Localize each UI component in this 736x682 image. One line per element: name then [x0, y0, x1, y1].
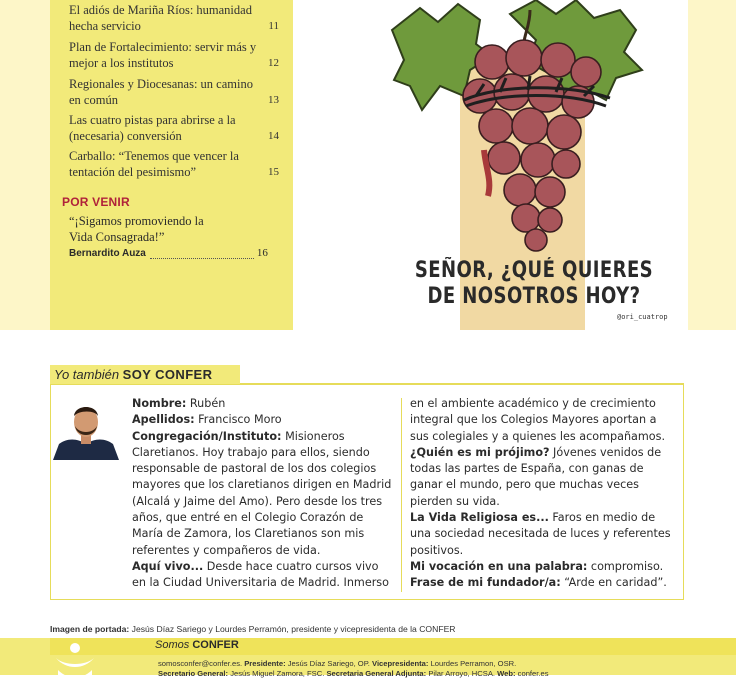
profile-frase-value: “Arde en caridad”. — [560, 576, 667, 590]
toc-entry-page: 16 — [256, 247, 268, 259]
toc-entry-title: Carballo: “Tenemos que vencer la tentación del pesimismo” — [69, 149, 239, 179]
right-margin-strip — [688, 0, 736, 330]
profile-vida-religiosa-label: La Vida Religiosa es... — [410, 511, 549, 525]
cover-illustration — [380, 0, 688, 330]
toc-entry-page: 11 — [268, 19, 279, 32]
footer-band — [50, 638, 736, 655]
footer-title — [155, 639, 239, 651]
profile-vida-religiosa — [410, 510, 676, 559]
footer-web[interactable]: confer.es — [517, 669, 549, 678]
cover-title-line1: SEÑOR, ¿QUÉ QUIERES — [414, 258, 654, 283]
footer-secretario-label: Secretario General: — [158, 669, 229, 678]
profile-column-right-content — [410, 396, 676, 592]
column-divider — [401, 398, 402, 592]
toc-entry-title: Plan de Fortalecimiento: servir más y mejor a los institutos — [69, 40, 257, 70]
profile-frase-label: Frase de mi fundador/a: — [410, 576, 561, 590]
profile-photo — [53, 398, 119, 460]
dot-leader — [150, 258, 254, 259]
person-avatar-icon — [53, 398, 119, 460]
table-of-contents — [50, 0, 293, 330]
label-nombre: Nombre: — [132, 397, 187, 410]
profile-vida-religiosa-value: Faros en medio de una sociedad necesitada de luces y referentes positivos. — [410, 511, 671, 557]
footer-vicepresidenta-label: Vicepresidenta: — [372, 659, 429, 668]
artist-signature: @ori_cuatrop — [617, 313, 668, 321]
profile-column-left — [132, 396, 394, 592]
toc-entry-page: 14 — [268, 129, 279, 142]
section-tab — [50, 365, 240, 385]
footer-vicepresidenta: Lourdes Perramon, OSR. — [430, 659, 517, 668]
toc-entry-page: 12 — [268, 56, 279, 69]
profile-projimo-label: ¿Quién es mi prójimo? — [410, 445, 550, 459]
toc-entry-title: El adiós de Mariña Ríos: humanidad hecha servicio — [69, 3, 252, 33]
section-heading-por-venir: POR VENIR — [62, 195, 130, 209]
toc-entry-title: “¡Sigamos promoviendo la Vida Consagrada!” — [69, 214, 204, 244]
profile-frase — [410, 575, 676, 591]
footer-line-1 — [158, 659, 516, 668]
toc-entry[interactable] — [69, 149, 281, 180]
cover-image-credit — [50, 624, 456, 634]
toc-entry[interactable] — [69, 40, 281, 71]
footer-email[interactable]: somosconfer@confer.es. — [158, 659, 243, 668]
profile-vocacion-label: Mi vocación en una palabra: — [410, 559, 588, 573]
footer-confer: CONFER — [192, 639, 239, 651]
label-apellidos: Apellidos: — [132, 413, 195, 427]
value-nombre: Rubén — [189, 397, 226, 410]
section-title — [54, 367, 212, 382]
toc-entry-page: 15 — [268, 165, 279, 178]
label-congregacion: Congregación/Instituto: — [132, 429, 282, 443]
profile-vocacion-value: compromiso. — [587, 559, 664, 573]
toc-entry[interactable] — [69, 113, 281, 144]
toc-entry[interactable] — [69, 77, 281, 108]
credit-text: Jesús Díaz Sariego y Lourdes Perramón, presidente y vicepresidenta de la CONFER — [131, 624, 456, 634]
footer-line-2 — [158, 669, 549, 678]
toc-entry[interactable] — [69, 3, 281, 34]
footer-secretaria: Pilar Arroyo, HCSA. — [428, 669, 495, 678]
label-aqui-vivo: Aquí vivo... — [132, 559, 204, 573]
footer-secretaria-label: Secretaria General Adjunta: — [326, 669, 427, 678]
toc-entry-title: Las cuatro pistas para abrirse a la (necesaria) conversión — [69, 113, 236, 143]
toc-entry-title: Regionales y Diocesanas: un camino en común — [69, 77, 253, 107]
credit-label: Imagen de portada: — [50, 624, 130, 634]
value-congregacion: Misioneros Claretianos. Hoy trabajo para ellos, siendo responsable de pastoral de los dos colegios mayores que los claretianos dirigen en Madrid (Alcalá y Jaime del Amo). Pero desde los tres años, que entré en el Colegio Corazón de María de Zamora, los Claretianos son mis referentes y compañeros de vida. — [132, 429, 392, 557]
value-apellidos: Francisco Moro — [198, 413, 282, 427]
toc-entry-author: Bernardito Auza — [69, 248, 146, 259]
value-aqui-vivo: Desde hace cuatro cursos vivo en la Ciudad Universitaria de Madrid. Inmerso — [132, 559, 389, 590]
confer-logo-icon — [50, 640, 100, 682]
toc-entry-por-venir[interactable] — [69, 214, 281, 262]
footer-presidente-label: Presidente: — [244, 659, 286, 668]
footer-presidente: Jesús Díaz Sariego, OP. — [287, 659, 370, 668]
section-title-main: SOY CONFER — [122, 367, 213, 382]
profile-projimo — [410, 445, 676, 510]
toc-entry-page: 13 — [268, 93, 279, 106]
value-aqui-vivo-continued: en el ambiente académico y de crecimiento integral que los Colegios Mayores aportan a sus colegiales y a quienes les acompañamos. — [410, 397, 666, 443]
profile-vocacion — [410, 559, 676, 575]
footer-somos: Somos — [155, 639, 190, 651]
cover-title-line2: DE NOSOTROS HOY? — [427, 284, 641, 309]
footer-secretario: Jesús Miguel Zamora, FSC. — [230, 669, 325, 678]
footer-web-label: Web: — [497, 669, 516, 678]
section-title-prefix: Yo también — [54, 367, 120, 382]
left-margin-strip — [0, 0, 50, 330]
profile-projimo-value: Jóvenes venidos de todas las partes de España, con ganas de ganar el mundo, pero que muchas veces pierden su vida. — [410, 445, 662, 508]
